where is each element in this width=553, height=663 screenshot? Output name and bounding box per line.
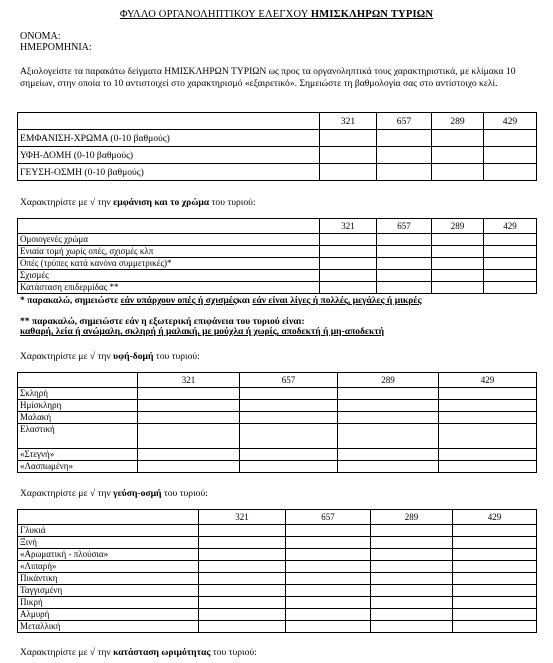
check-cell[interactable] xyxy=(138,400,240,412)
row-label: Γλυκιά xyxy=(18,525,199,537)
check-cell[interactable] xyxy=(199,585,286,597)
check-cell[interactable] xyxy=(286,585,371,597)
heading-mid: την xyxy=(95,351,114,362)
heading-prefix: Χαρακτηρίστε με xyxy=(20,488,90,499)
heading-topic: υφή-δομή xyxy=(113,351,154,362)
table-row xyxy=(18,609,537,621)
check-cell[interactable] xyxy=(439,449,537,461)
check-cell[interactable] xyxy=(240,461,338,473)
table-row xyxy=(18,561,537,573)
table-row xyxy=(18,621,537,633)
score-cell[interactable] xyxy=(432,147,484,164)
score-cell[interactable] xyxy=(484,130,537,147)
row-label: Μεταλλική xyxy=(18,621,199,633)
date-field-label: ΗΜΕΡΟΜΗΝΙΑ: xyxy=(20,42,92,53)
check-cell[interactable] xyxy=(240,424,338,449)
row-label: Μαλακή xyxy=(18,412,138,424)
check-cell[interactable] xyxy=(432,258,484,270)
header-cell-empty xyxy=(18,510,199,525)
taste-table xyxy=(17,509,537,633)
sample-header-657: 657 xyxy=(377,113,432,130)
check-cell[interactable] xyxy=(453,597,537,609)
sample-header-657: 657 xyxy=(240,373,338,388)
header-fields xyxy=(20,31,92,53)
table-row xyxy=(18,549,537,561)
table-row xyxy=(18,449,537,461)
intro-paragraph: Αξιολογείστε τα παρακάτω δείγματα ΗΜΙΣΚΛΗΡΩΝ ΤΥΡΙΩΝ ως προς τα οργανοληπτικά τους χαρακτηριστικά, με κλίμακα 10 σημείων, στην οποία το 10 αντιστοιχεί στο χαρακτηρισμό «εξαιρετικό». Σημειώστε τη βαθμολογία σας στο αντίστοιχο κελί. xyxy=(20,66,516,89)
check-cell[interactable] xyxy=(338,424,439,449)
row-label: Ημίσκληρη xyxy=(18,400,138,412)
appearance-heading xyxy=(20,197,256,208)
check-cell[interactable] xyxy=(484,234,537,246)
note-underlined-1: εάν υπάρχουν οπές ή σχισμές xyxy=(120,296,237,306)
score-cell[interactable] xyxy=(484,164,537,181)
check-cell[interactable] xyxy=(453,525,537,537)
texture-heading xyxy=(20,351,200,362)
table-row xyxy=(18,537,537,549)
check-cell[interactable] xyxy=(371,561,453,573)
title-highlight: ΗΜΙΣΚΛΗΡΩΝ ΤΥΡΙΩΝ xyxy=(310,9,434,20)
taste-heading xyxy=(20,488,208,499)
ripening-heading xyxy=(20,647,257,658)
check-cell[interactable] xyxy=(338,412,439,424)
score-table-header xyxy=(18,113,537,130)
score-cell[interactable] xyxy=(377,164,432,181)
check-cell[interactable] xyxy=(439,461,537,473)
score-cell[interactable] xyxy=(377,147,432,164)
check-cell[interactable] xyxy=(453,609,537,621)
check-mark-icon: √ xyxy=(89,197,96,208)
check-cell[interactable] xyxy=(240,412,338,424)
check-cell[interactable] xyxy=(484,282,537,294)
check-cell[interactable] xyxy=(240,400,338,412)
check-cell[interactable] xyxy=(138,412,240,424)
check-cell[interactable] xyxy=(371,549,453,561)
check-cell[interactable] xyxy=(199,609,286,621)
row-label: Σκληρή xyxy=(18,388,138,400)
check-cell[interactable] xyxy=(338,388,439,400)
check-cell[interactable] xyxy=(453,585,537,597)
check-cell[interactable] xyxy=(320,246,377,258)
check-mark-icon: √ xyxy=(89,488,96,499)
table-row xyxy=(18,525,537,537)
texture-table xyxy=(17,372,537,473)
check-cell[interactable] xyxy=(338,449,439,461)
table-row xyxy=(18,585,537,597)
row-label: Ομοιογενές χρώμα xyxy=(18,234,320,246)
header-cell-empty xyxy=(18,219,320,234)
note-underlined-2: εάν είναι λίγες ή πολλές, μεγάλες ή μικρές xyxy=(252,296,422,306)
table-row xyxy=(18,412,537,424)
check-cell[interactable] xyxy=(371,573,453,585)
check-cell[interactable] xyxy=(371,609,453,621)
sample-header-429: 429 xyxy=(453,510,537,525)
check-cell[interactable] xyxy=(199,621,286,633)
heading-mid: την xyxy=(95,197,114,208)
heading-suffix: του τυριού: xyxy=(161,488,208,499)
heading-prefix: Χαρακτηρίστε με xyxy=(20,351,90,362)
check-cell[interactable] xyxy=(377,246,432,258)
check-cell[interactable] xyxy=(439,412,537,424)
check-cell[interactable] xyxy=(199,561,286,573)
row-label: Σχισμές xyxy=(18,270,320,282)
heading-topic: γεύση-οσμή xyxy=(113,488,162,499)
check-cell[interactable] xyxy=(453,549,537,561)
check-cell[interactable] xyxy=(338,461,439,473)
row-label: Ελαστική xyxy=(18,424,138,449)
table-row xyxy=(18,130,537,147)
check-cell[interactable] xyxy=(432,270,484,282)
check-cell[interactable] xyxy=(484,270,537,282)
check-cell[interactable] xyxy=(199,597,286,609)
sample-header-657: 657 xyxy=(377,219,432,234)
row-label: «Αρωματική - πλούσια» xyxy=(18,549,199,561)
check-cell[interactable] xyxy=(453,537,537,549)
check-cell[interactable] xyxy=(286,525,371,537)
check-cell[interactable] xyxy=(138,449,240,461)
table-row xyxy=(18,461,537,473)
heading-prefix: Χαρακτηρίστε με xyxy=(20,647,90,658)
document-title xyxy=(0,9,553,20)
sample-header-289: 289 xyxy=(338,373,439,388)
table-row xyxy=(18,164,537,181)
check-cell[interactable] xyxy=(286,549,371,561)
appearance-table-header xyxy=(18,219,537,234)
row-label: Αλμυρή xyxy=(18,609,199,621)
check-cell[interactable] xyxy=(138,388,240,400)
check-cell[interactable] xyxy=(286,621,371,633)
sample-header-657: 657 xyxy=(286,510,371,525)
check-cell[interactable] xyxy=(286,561,371,573)
check-cell[interactable] xyxy=(432,246,484,258)
row-label: Ενιαία τομή χωρίς οπές, σχισμές κλπ xyxy=(18,246,320,258)
check-cell[interactable] xyxy=(286,609,371,621)
check-cell[interactable] xyxy=(371,525,453,537)
check-mark-icon: √ xyxy=(89,351,96,362)
row-label: ΥΦΗ-ΔΟΜΗ (0-10 βαθμούς) xyxy=(18,147,320,164)
table-row xyxy=(18,234,537,246)
table-row xyxy=(18,388,537,400)
check-cell[interactable] xyxy=(320,270,377,282)
check-cell[interactable] xyxy=(453,621,537,633)
check-cell[interactable] xyxy=(286,537,371,549)
table-row xyxy=(18,597,537,609)
note-line-2: καθαρή, λεία ή ανώμαλη, σκληρή ή μαλακή, με μούχλα ή χωρίς, αποδεκτή ή μη-αποδεκτή xyxy=(20,327,385,337)
check-cell[interactable] xyxy=(240,388,338,400)
heading-topic: κατάσταση ωριμότητας xyxy=(113,647,211,658)
title-prefix: ΦΥΛΛΟ ΟΡΓΑΝΟΛΗΠΤΙΚΟΥ ΕΛΕΓΧΟΥ xyxy=(119,9,311,20)
score-cell[interactable] xyxy=(432,130,484,147)
row-label: «Λιπαρή» xyxy=(18,561,199,573)
sample-header-429: 429 xyxy=(484,219,537,234)
check-cell[interactable] xyxy=(453,561,537,573)
check-cell[interactable] xyxy=(377,282,432,294)
check-cell[interactable] xyxy=(484,246,537,258)
check-cell[interactable] xyxy=(484,258,537,270)
note-prefix: * παρακαλώ, σημειώστε xyxy=(20,296,121,306)
score-cell[interactable] xyxy=(484,147,537,164)
check-cell[interactable] xyxy=(453,573,537,585)
row-label: ΕΜΦΑΝΙΣΗ-ΧΡΩΜΑ (0-10 βαθμούς) xyxy=(18,130,320,147)
check-cell[interactable] xyxy=(439,400,537,412)
heading-mid: την xyxy=(95,647,114,658)
table-row xyxy=(18,282,537,294)
heading-topic: εμφάνιση και το χρώμα xyxy=(113,197,210,208)
table-row xyxy=(18,258,537,270)
table-row xyxy=(18,147,537,164)
check-cell[interactable] xyxy=(286,597,371,609)
row-label: Πικρή xyxy=(18,597,199,609)
check-cell[interactable] xyxy=(240,449,338,461)
score-cell[interactable] xyxy=(320,147,377,164)
check-cell[interactable] xyxy=(199,573,286,585)
row-label: «Στεγνή» xyxy=(18,449,138,461)
appearance-table xyxy=(17,218,537,294)
heading-mid: την xyxy=(95,488,114,499)
table-row xyxy=(18,573,537,585)
check-cell[interactable] xyxy=(138,461,240,473)
check-cell[interactable] xyxy=(320,258,377,270)
check-cell[interactable] xyxy=(432,282,484,294)
check-cell[interactable] xyxy=(377,270,432,282)
check-cell[interactable] xyxy=(371,621,453,633)
check-cell[interactable] xyxy=(377,234,432,246)
check-cell[interactable] xyxy=(199,525,286,537)
header-cell-empty xyxy=(18,113,320,130)
row-label: Ξινή xyxy=(18,537,199,549)
taste-table-header xyxy=(18,510,537,525)
row-label: «Λασπωμένη» xyxy=(18,461,138,473)
heading-prefix: Χαρακτηρίστε με xyxy=(20,197,90,208)
check-cell[interactable] xyxy=(338,400,439,412)
note-line-1: ** παρακαλώ, σημειώστε εάν η εξωτερική επιφάνεια του τυριού είναι: xyxy=(20,317,305,327)
table-row xyxy=(18,270,537,282)
name-field-label: ΟΝΟΜΑ: xyxy=(20,31,61,42)
score-cell[interactable] xyxy=(377,130,432,147)
check-cell[interactable] xyxy=(371,537,453,549)
sample-header-429: 429 xyxy=(484,113,537,130)
sample-header-289: 289 xyxy=(432,113,484,130)
check-cell[interactable] xyxy=(371,585,453,597)
check-cell[interactable] xyxy=(432,234,484,246)
sample-header-429: 429 xyxy=(439,373,537,388)
score-cell[interactable] xyxy=(320,164,377,181)
row-label: Ταγγισμένη xyxy=(18,585,199,597)
table-row xyxy=(18,424,537,449)
heading-suffix: του τυριού: xyxy=(153,351,200,362)
appearance-note-holes xyxy=(20,296,421,306)
header-cell-empty xyxy=(18,373,138,388)
row-label: Πικάντικη xyxy=(18,573,199,585)
sample-header-321: 321 xyxy=(199,510,286,525)
sample-header-321: 321 xyxy=(320,219,377,234)
score-cell[interactable] xyxy=(320,130,377,147)
check-cell[interactable] xyxy=(286,573,371,585)
check-cell[interactable] xyxy=(199,537,286,549)
appearance-note-surface xyxy=(20,317,384,337)
note-mid: και xyxy=(236,296,253,306)
check-cell[interactable] xyxy=(439,388,537,400)
heading-suffix: του τυριού: xyxy=(210,647,257,658)
check-mark-icon: √ xyxy=(89,647,96,658)
check-cell[interactable] xyxy=(371,597,453,609)
texture-table-header xyxy=(18,373,537,388)
score-table xyxy=(17,112,537,181)
check-cell[interactable] xyxy=(377,258,432,270)
heading-suffix: του τυριού: xyxy=(209,197,256,208)
row-label: Οπές (τρύπες κατά κανόνα συμμετρικές)* xyxy=(18,258,320,270)
table-row xyxy=(18,400,537,412)
score-cell[interactable] xyxy=(432,164,484,181)
check-cell[interactable] xyxy=(138,424,240,449)
table-row xyxy=(18,246,537,258)
sample-header-321: 321 xyxy=(320,113,377,130)
check-cell[interactable] xyxy=(320,234,377,246)
sample-header-289: 289 xyxy=(371,510,453,525)
row-label: Κατάσταση επιδερμίδας ** xyxy=(18,282,320,294)
sample-header-321: 321 xyxy=(138,373,240,388)
check-cell[interactable] xyxy=(320,282,377,294)
sample-header-289: 289 xyxy=(432,219,484,234)
check-cell[interactable] xyxy=(199,549,286,561)
row-label: ΓΕΥΣΗ-ΟΣΜΗ (0-10 βαθμούς) xyxy=(18,164,320,181)
check-cell[interactable] xyxy=(439,424,537,449)
